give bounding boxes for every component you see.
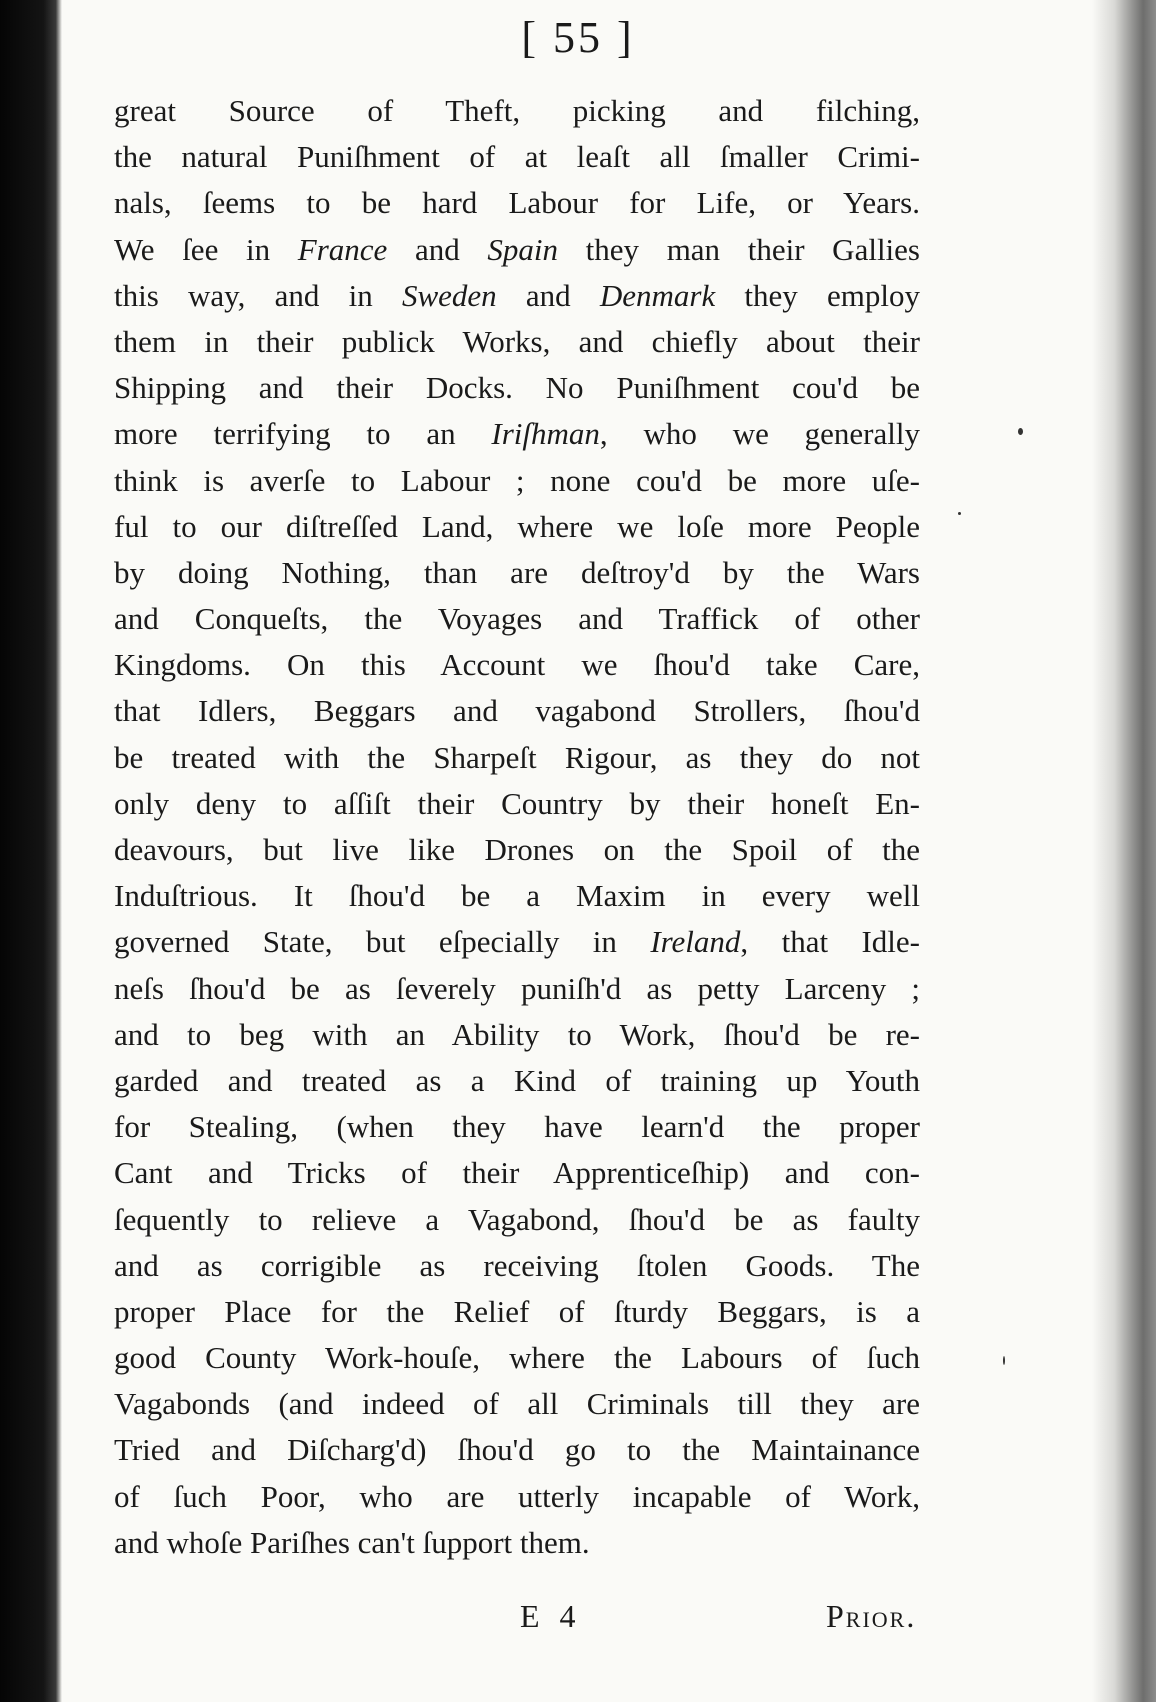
- body-text: [114, 88, 920, 1566]
- text-line: governed State, but eſpecially in Ireland, that Idle-: [114, 924, 920, 960]
- text-line: the natural Puniſhment of at leaſt all ſmaller Crimi-: [114, 139, 920, 175]
- text-line: Tried and Diſcharg'd) ſhou'd go to the Maintainance: [114, 1432, 920, 1468]
- catchword: Prior.: [826, 1598, 917, 1634]
- text-line: more terrifying to an Iriſhman, who we generally: [114, 416, 920, 452]
- ink-speck: [958, 512, 961, 515]
- text-line: ſequently to relieve a Vagabond, ſhou'd be as faulty: [114, 1201, 920, 1237]
- scan-binding-edge: [0, 0, 62, 1702]
- text-line: by doing Nothing, than are deſtroy'd by the Wars: [114, 554, 920, 590]
- text-line: and as corrigible as receiving ſtolen Goods. The: [114, 1247, 920, 1283]
- text-line: for Stealing, (when they have learn'd the proper: [114, 1109, 920, 1145]
- ink-speck: [1003, 1356, 1005, 1365]
- text-line: only deny to aſſiſt their Country by their honeſt En-: [114, 785, 920, 821]
- text-line: Induſtrious. It ſhou'd be a Maxim in every well: [114, 878, 920, 914]
- text-line: great Source of Theft, picking and filching,: [114, 93, 920, 128]
- text-line: them in their publick Works, and chiefly about their: [114, 323, 920, 359]
- text-line: that Idlers, Beggars and vagabond Strollers, ſhou'd: [114, 693, 920, 729]
- text-line: and whoſe Pariſhes can't ſupport them.: [114, 1524, 590, 1560]
- text-line: good County Work-houſe, where the Labours of ſuch: [114, 1340, 920, 1376]
- scan-page-edge: [1092, 0, 1156, 1702]
- text-line: garded and treated as a Kind of training up Youth: [114, 1062, 920, 1098]
- text-line: nals, ſeems to be hard Labour for Life, or Years.: [114, 185, 920, 221]
- text-line: and Conqueſts, the Voyages and Traffick of other: [114, 601, 920, 637]
- text-line: Kingdoms. On this Account we ſhou'd take Care,: [114, 647, 920, 683]
- text-line: We ſee in France and Spain they man their Gallies: [114, 231, 920, 267]
- text-line: neſs ſhou'd be as ſeverely puniſh'd as petty Larceny ;: [114, 970, 920, 1006]
- text-line: Cant and Tricks of their Apprenticeſhip) and con-: [114, 1155, 920, 1191]
- text-line: Vagabonds (and indeed of all Criminals till they are: [114, 1386, 920, 1422]
- text-line: be treated with the Sharpeſt Rigour, as they do not: [114, 739, 920, 775]
- text-line: ful to our diſtreſſed Land, where we loſe more People: [114, 508, 920, 544]
- page-number: [ 55 ]: [521, 13, 635, 62]
- text-line: and to beg with an Ability to Work, ſhou'd be re-: [114, 1016, 920, 1052]
- text-line: think is averſe to Labour ; none cou'd be more uſe-: [114, 462, 920, 498]
- text-line: proper Place for the Relief of ſturdy Beggars, is a: [114, 1293, 920, 1329]
- text-line: of ſuch Poor, who are utterly incapable of Work,: [114, 1478, 920, 1514]
- text-line: Shipping and their Docks. No Puniſhment cou'd be: [114, 370, 920, 406]
- text-line: deavours, but live like Drones on the Spoil of the: [114, 832, 920, 867]
- signature-mark: E 4: [520, 1598, 582, 1634]
- text-line: this way, and in Sweden and Denmark they employ: [114, 277, 921, 313]
- ink-speck: [1018, 428, 1023, 435]
